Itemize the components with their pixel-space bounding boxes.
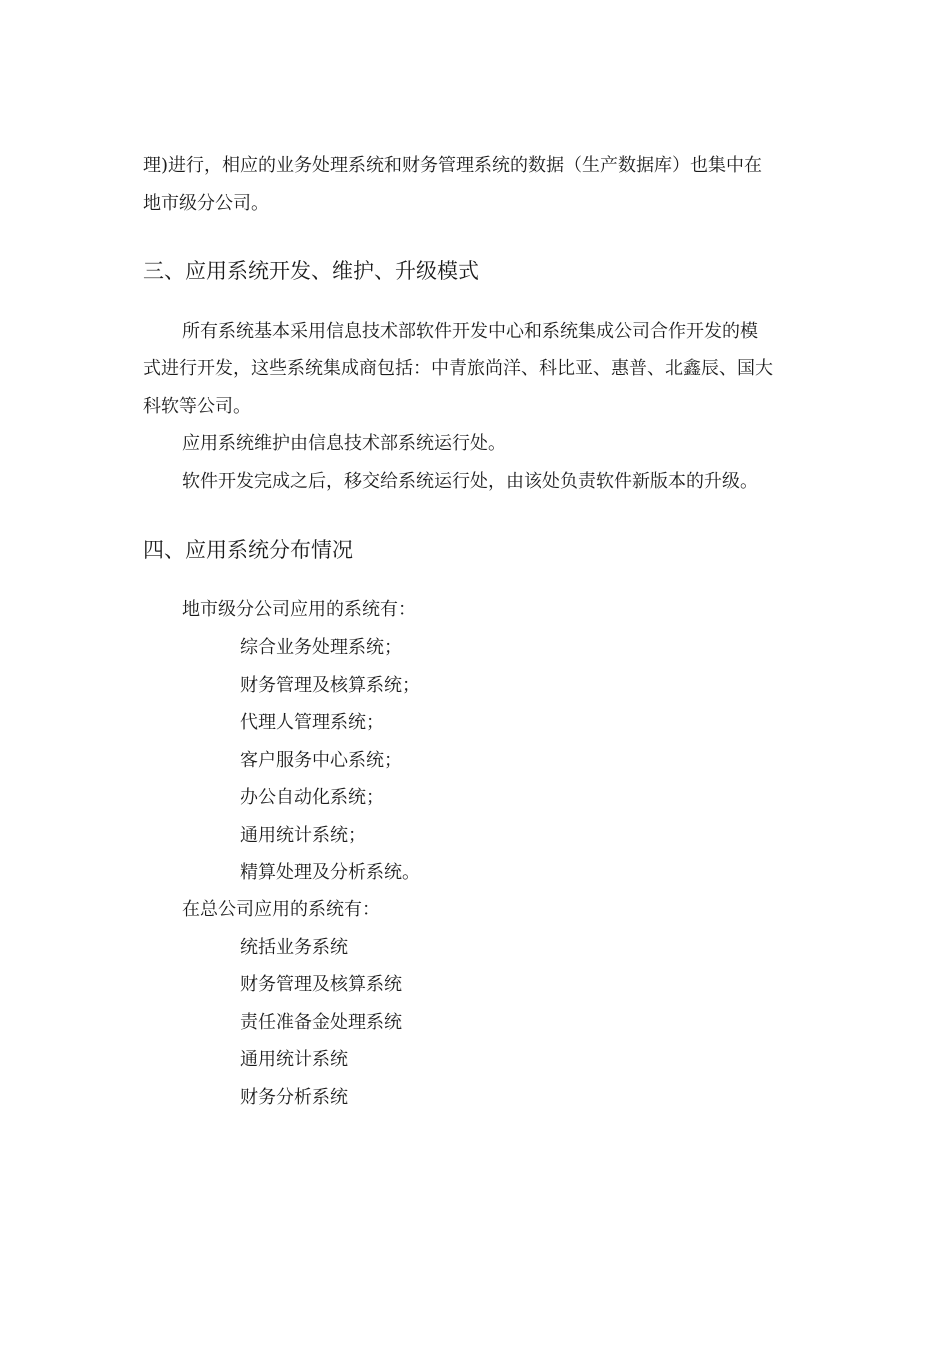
hq-system-item: 统括业务系统 xyxy=(240,937,348,958)
hq-system-item: 财务分析系统 xyxy=(240,1087,348,1108)
section-3-para2: 应用系统维护由信息技术部系统运行处。 xyxy=(182,433,506,454)
section-3-para1-line-1: 所有系统基本采用信息技术部软件开发中心和系统集成公司合作开发的模 xyxy=(182,321,758,342)
hq-systems-intro: 在总公司应用的系统有： xyxy=(182,899,380,920)
city-system-item: 客户服务中心系统； xyxy=(240,750,402,771)
city-system-item: 通用统计系统； xyxy=(240,825,366,846)
section-3-para1-line-3: 科软等公司。 xyxy=(143,396,251,417)
hq-system-item: 财务管理及核算系统 xyxy=(240,974,402,995)
section-3-heading: 三、应用系统开发、维护、升级模式 xyxy=(143,259,479,283)
city-system-item: 办公自动化系统； xyxy=(240,787,384,808)
city-system-item: 财务管理及核算系统； xyxy=(240,675,420,696)
city-systems-intro: 地市级分公司应用的系统有： xyxy=(182,599,416,620)
hq-system-item: 责任准备金处理系统 xyxy=(240,1012,402,1033)
city-system-item: 精算处理及分析系统。 xyxy=(240,862,420,883)
city-system-item: 综合业务处理系统； xyxy=(240,637,402,658)
city-system-item: 代理人管理系统； xyxy=(240,712,384,733)
section-4-heading: 四、应用系统分布情况 xyxy=(143,538,353,562)
hq-system-item: 通用统计系统 xyxy=(240,1049,348,1070)
intro-line-2: 地市级分公司。 xyxy=(143,193,269,214)
section-3-para3: 软件开发完成之后，移交给系统运行处，由该处负责软件新版本的升级。 xyxy=(182,471,758,492)
section-3-para1-line-2: 式进行开发，这些系统集成商包括：中青旅尚洋、科比亚、惠普、北鑫辰、国大 xyxy=(143,358,773,379)
intro-line-1: 理)进行，相应的业务处理系统和财务管理系统的数据（生产数据库）也集中在 xyxy=(143,155,763,176)
